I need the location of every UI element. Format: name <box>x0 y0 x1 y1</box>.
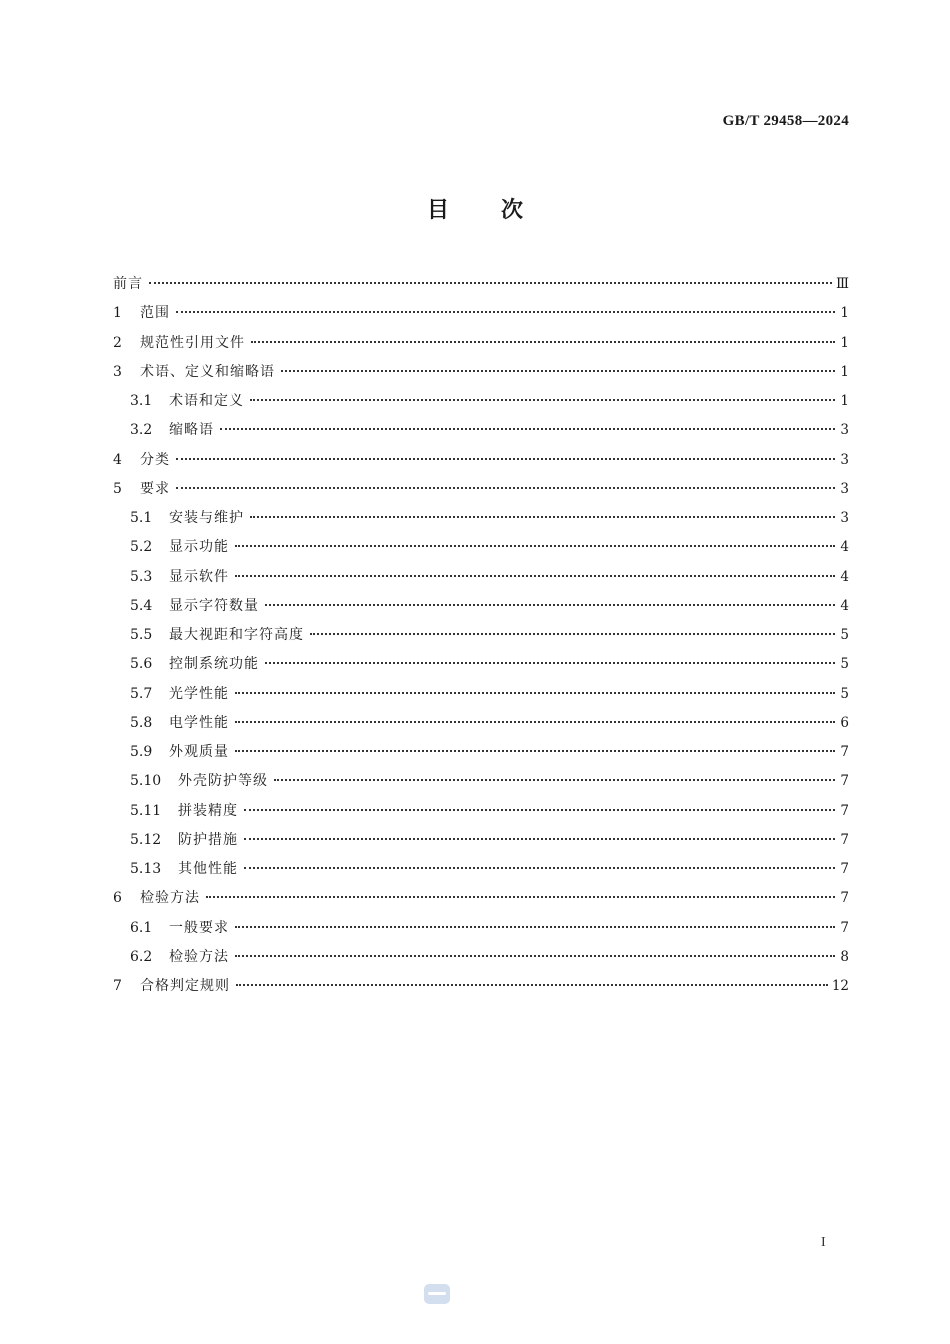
toc-entry[interactable] <box>113 504 849 533</box>
toc-entry[interactable] <box>113 680 849 709</box>
toc-dot-leader <box>244 867 835 869</box>
toc-entry-number: 6.1 <box>130 919 153 936</box>
toc-entry[interactable] <box>113 621 849 650</box>
toc-entry-number: 5.5 <box>130 627 153 643</box>
toc-entry-label: 合格判定规则 <box>140 978 230 994</box>
toc-entry-label: 外壳防护等级 <box>178 773 268 790</box>
toc-entry-page: 1 <box>840 305 849 322</box>
toc-entry-label: 范围 <box>140 305 170 322</box>
toc-entry-label: 检验方法 <box>169 948 229 965</box>
toc-entry-label: 安装与维护 <box>169 510 244 526</box>
toc-entry-page: 3 <box>840 480 849 497</box>
toc-entry-label: 分类 <box>140 451 170 468</box>
toc-dot-leader <box>235 545 835 547</box>
toc-entry[interactable] <box>113 738 849 767</box>
toc-entry-label: 显示功能 <box>169 539 229 556</box>
toc-entry[interactable] <box>113 767 849 796</box>
page-folio: I <box>821 1235 826 1250</box>
toc-dot-leader <box>244 838 835 840</box>
toc-entry[interactable] <box>113 826 849 855</box>
toc-entry-number: 5.9 <box>130 744 153 760</box>
toc-dot-leader <box>235 955 835 957</box>
toc-entry[interactable] <box>113 914 849 943</box>
toc-entry-number: 5.7 <box>130 685 153 702</box>
toc-dot-leader <box>235 721 835 723</box>
toc-entry-label: 显示字符数量 <box>169 597 259 614</box>
toc-entry-number: 3.1 <box>130 393 153 409</box>
toc-entry[interactable] <box>113 650 849 679</box>
toc-entry-page: Ⅲ <box>835 276 849 292</box>
toc-dot-leader <box>250 516 835 518</box>
toc-entry[interactable] <box>113 855 849 884</box>
toc-entry-label: 要求 <box>140 480 170 497</box>
toc-dot-leader <box>310 633 835 635</box>
toc-dot-leader <box>251 341 835 343</box>
toc-entry[interactable] <box>113 972 849 1001</box>
toc-entry-label: 规范性引用文件 <box>140 334 245 351</box>
toc-dot-leader <box>236 984 828 986</box>
toc-entry[interactable] <box>113 387 849 416</box>
toc-entry-label: 显示软件 <box>169 568 229 585</box>
toc-dot-leader <box>235 692 835 694</box>
toc-entry[interactable] <box>113 533 849 562</box>
toc-entry[interactable] <box>113 299 849 328</box>
toc-entry[interactable] <box>113 592 849 621</box>
toc-entry-label: 前言 <box>113 276 143 292</box>
toc-dot-leader <box>265 662 835 664</box>
toc-entry-label: 最大视距和字符高度 <box>169 627 304 643</box>
toc-entry-page: 5 <box>840 656 849 673</box>
toc-entry[interactable] <box>113 563 849 592</box>
toc-entry[interactable] <box>113 446 849 475</box>
toc-entry-number: 5.8 <box>130 714 153 731</box>
toc-entry[interactable] <box>113 270 849 299</box>
toc-entry-label: 其他性能 <box>178 861 238 877</box>
toc-entry-page: 1 <box>840 363 849 380</box>
toc-entry-label: 一般要求 <box>169 919 229 936</box>
toc-entry-number: 5.12 <box>130 831 162 848</box>
toc-entry-number: 6.2 <box>130 948 153 965</box>
toc-entry-number: 5.4 <box>130 597 153 614</box>
toc-entry-page: 3 <box>840 422 849 439</box>
toc-entry-page: 12 <box>831 978 849 994</box>
toc-dot-leader <box>250 399 835 401</box>
toc-dot-leader <box>176 458 835 460</box>
toc-entry-page: 7 <box>840 831 849 848</box>
toc-dot-leader <box>235 750 835 752</box>
toc-entry-page: 7 <box>840 919 849 936</box>
toc-entry[interactable] <box>113 329 849 358</box>
toc-entry-number: 4 <box>113 451 122 468</box>
toc-entry-number: 5.11 <box>130 802 162 819</box>
toc-entry[interactable] <box>113 709 849 738</box>
toc-entry-number: 1 <box>113 305 122 322</box>
table-of-contents <box>113 270 849 1001</box>
toc-entry-number: 3 <box>113 363 122 380</box>
toc-dot-leader <box>281 370 835 372</box>
toc-entry-label: 拼装精度 <box>178 802 238 819</box>
toc-dot-leader <box>244 809 835 811</box>
toc-entry-number: 7 <box>113 978 122 994</box>
toc-entry-page: 5 <box>840 685 849 702</box>
toc-entry-number: 5.2 <box>130 539 153 556</box>
publisher-watermark-logo <box>424 1284 450 1304</box>
toc-entry-page: 4 <box>840 568 849 585</box>
toc-dot-leader <box>265 604 835 606</box>
toc-dot-leader <box>176 311 835 313</box>
toc-entry-page: 6 <box>840 714 849 731</box>
toc-entry-page: 8 <box>840 948 849 965</box>
toc-entry-number: 5.6 <box>130 656 153 673</box>
toc-dot-leader <box>220 428 835 430</box>
toc-entry[interactable] <box>113 943 849 972</box>
toc-entry-number: 5.3 <box>130 568 153 585</box>
toc-entry-label: 控制系统功能 <box>169 656 259 673</box>
toc-title: 目次 <box>426 198 575 223</box>
toc-entry[interactable] <box>113 475 849 504</box>
toc-dot-leader <box>149 282 832 284</box>
standard-number: GB/T 29458—2024 <box>722 113 849 129</box>
toc-entry-page: 7 <box>840 861 849 877</box>
toc-entry-page: 4 <box>840 597 849 614</box>
toc-entry-label: 术语、定义和缩略语 <box>140 363 275 380</box>
toc-entry[interactable] <box>113 416 849 445</box>
toc-entry-page: 4 <box>840 539 849 556</box>
toc-entry-page: 3 <box>840 510 849 526</box>
toc-entry-page: 3 <box>840 451 849 468</box>
toc-entry-number: 5.13 <box>130 861 162 877</box>
toc-entry-label: 防护措施 <box>178 831 238 848</box>
toc-entry-label: 光学性能 <box>169 685 229 702</box>
toc-entry-label: 缩略语 <box>169 422 214 439</box>
toc-entry-label: 电学性能 <box>169 714 229 731</box>
toc-entry-label: 外观质量 <box>169 744 229 760</box>
toc-entry-number: 2 <box>113 334 122 351</box>
toc-entry-number: 5 <box>113 480 122 497</box>
toc-entry-page: 7 <box>840 802 849 819</box>
toc-entry-number: 5.10 <box>130 773 162 790</box>
toc-entry[interactable] <box>113 358 849 387</box>
toc-entry-page: 1 <box>840 334 849 351</box>
toc-entry-page: 1 <box>840 393 849 409</box>
toc-entry-label: 检验方法 <box>140 890 200 907</box>
toc-entry-number: 6 <box>113 890 122 907</box>
toc-dot-leader <box>206 896 835 898</box>
toc-entry[interactable] <box>113 884 849 913</box>
toc-dot-leader <box>176 487 835 489</box>
toc-entry[interactable] <box>113 797 849 826</box>
toc-dot-leader <box>235 926 835 928</box>
toc-entry-label: 术语和定义 <box>169 393 244 409</box>
toc-dot-leader <box>235 575 835 577</box>
toc-entry-page: 7 <box>840 773 849 790</box>
toc-entry-number: 3.2 <box>130 422 153 439</box>
toc-entry-page: 5 <box>840 627 849 643</box>
toc-entry-number: 5.1 <box>130 510 153 526</box>
toc-dot-leader <box>274 779 835 781</box>
toc-entry-page: 7 <box>840 744 849 760</box>
toc-entry-page: 7 <box>840 890 849 907</box>
